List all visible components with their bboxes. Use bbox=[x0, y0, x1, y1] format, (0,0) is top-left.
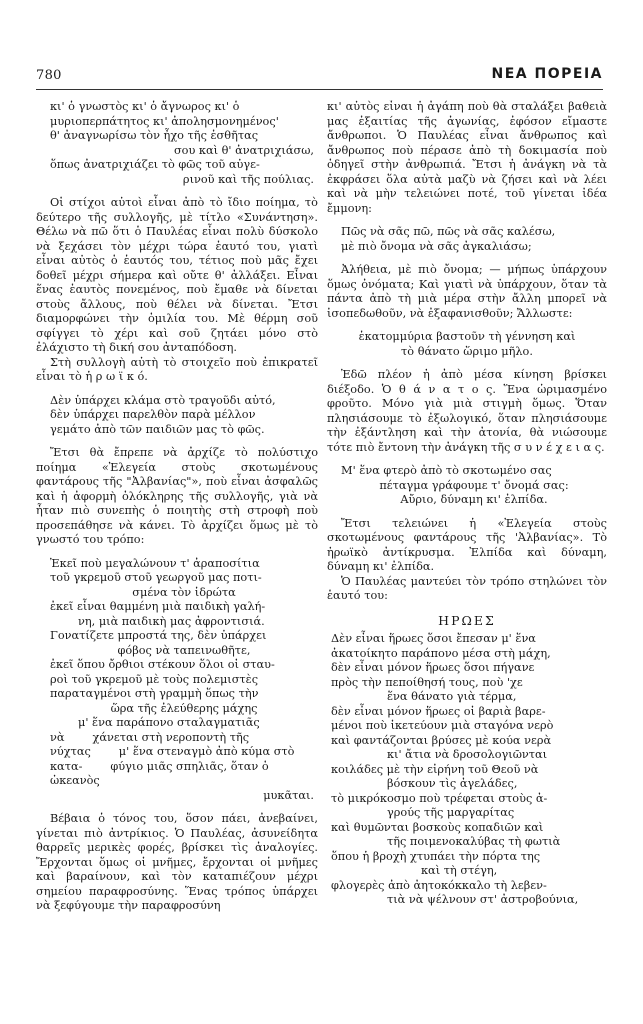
body-paragraph: κι' αὐτὸς εἶναι ἡ ἀγάπη ποὺ θὰ σταλάξει βαθειὰ μας ἐξαιτίας τῆς ἀγωνίας, ἐφόσον εἴμαστε ἄνθρωποι. Ὁ Παυλέας εἶναι ἄνθρωπος καὶ ἄνθρωπος ποὺ πέρασε ἀπὸ τὴ δοκιμασία ποὺ ὁδηγεῖ στὴν ἀνθρωπιά. Ἔτσι ἡ ἀνάγκη νὰ τὰ ἐκφράσει ὅλα αὐτὰ μαζὺ νὰ ζήσει καὶ νὰ λέει καὶ νὰ μὴν τελειώνει ποτέ, τοῦ γίνεται ἰδέα ἔμμονη: bbox=[327, 100, 607, 215]
poem-excerpt bbox=[50, 100, 318, 187]
poem-line: Δὲν ὑπάρχει κλάμα στὸ τραγοῦδι αὐτό, bbox=[50, 393, 276, 407]
body-paragraph: Ἔτσι θὰ ἔπρεπε νὰ ἀρχίζε τὸ πολύστιχο ποίημα «Ἐλεγεία στοὺς σκοτωμένους φαντάρους τῆς "Ἀλβανίας"», ποὺ εἶναι ἀσφαλῶς καὶ ἡ ἀφορμὴ ὁλόκληρης τῆς συλλογῆς, γιὰ νὰ ἦταν πιὸ συνεπὴς ὁ ποιητὴς στὴ στροφὴ ποὺ προσεπάθησε νὰ κάνει. Τὸ ἀρχίζει ὅμως μὲ τὸ γνωστό του τρόπο: bbox=[36, 446, 318, 546]
poem-line: πέταγμα γράφουμε τ' ὄνομά σας: bbox=[379, 478, 569, 492]
poem-excerpt bbox=[341, 464, 607, 508]
poem-line: καὶ θυμῶνται βοσκοὺς κοπαδιῶν καὶ bbox=[331, 820, 544, 834]
journal-title: ΝΕΑ ΠΟΡΕΙΑ bbox=[491, 66, 603, 82]
body-paragraph: Οἱ στίχοι αὐτοὶ εἶναι ἀπὸ τὸ ἴδιο ποίημα, τὸ δεύτερο τῆς συλλογῆς, μὲ τίτλο «Συνάντηση». Θέλω νὰ πῶ ὅτι ὁ Παυλέας εἶναι πολὺ δύσκολο νὰ ξεχάσει τὸν μέχρι τώρα ἑαυτό του, γιατὶ εἶναι αὐτὸς ὁ ἑαυτός του, τέτιος ποὺ μᾶς ἔχει δοθεῖ μέχρι σήμερα καὶ οὔτε θ' ἀλλάξει. Εἶναι ἕνας ἑαυτὸς πονεμένος, ποὺ ἔμαθε νὰ δίνεται στοὺς ἄλλους, ποὺ θέλει νὰ δίνεται. Ἔτσι διαμορφώνει τὴν ὁμιλία του. Μὲ θέρμη σοῦ σφίγγει τὸ χέρι καὶ σοῦ ζητάει μόνο στὸ ἐλάχιστο τὴ δική σου ἀνταπόδοση. bbox=[36, 196, 318, 354]
right-column bbox=[327, 100, 607, 1015]
poem-line: ὅπως ἀνατριχιάζει τὸ φῶς τοῦ αὐγε- bbox=[50, 158, 260, 171]
poem-line: γεμάτο ἀπὸ τῶν παιδιῶν μας τὸ φῶς. bbox=[50, 422, 265, 436]
body-paragraph: Ἔτσι τελειώνει ἡ «Ἐλεγεία στοὺς σκοτωμένους φαντάρους τῆς 'Ἀλβανίας». Τὸ ἡρωϊκὸ ἀντίκρυσμα. Ἐλπίδα καὶ δύναμη, δύναμη κι' ἐλπίδα. bbox=[327, 516, 607, 573]
poem-line: μὲ πιὸ ὄνομα νὰ σᾶς ἀγκαλιάσω; bbox=[341, 239, 532, 253]
poem-excerpt bbox=[341, 225, 607, 254]
poem-excerpt bbox=[50, 557, 318, 804]
poem-excerpt bbox=[331, 632, 607, 908]
header-rule bbox=[36, 89, 603, 90]
poem-line: φύγιο μιᾶς σπηλιᾶς, ὅταν ὁ ὠκεανὸς bbox=[50, 759, 269, 787]
poem-line: φόβος νὰ ταπεινωθῆτε, bbox=[117, 643, 251, 657]
poem-line: ρινοῦ καὶ τῆς πούλιας. bbox=[182, 172, 314, 186]
poem-line: δὲν ὑπάρχει παρελθὸν παρὰ μέλλον bbox=[50, 408, 256, 421]
body-paragraph: Στὴ συλλογὴ αὐτὴ τὸ στοιχεῖο ποὺ ἐπικρατεῖ εἶναι τὸ ἡ ρ ω ϊ κ ό. bbox=[36, 355, 318, 383]
poem-line: Πῶς νὰ σᾶς πῶ, πῶς νὰ σᾶς καλέσω, bbox=[341, 225, 556, 238]
poem-line: Δὲν εἶναι ἥρωες ὅσοι ἔπεσαν μ' ἕνα bbox=[331, 632, 536, 645]
poem-line: νη, μιὰ παιδικὴ μας ἀφροντισιά. bbox=[78, 614, 265, 628]
poem-line: ροὶ τοῦ γκρεμοῦ μὲ τοὺς πολεμιστὲς bbox=[50, 672, 259, 686]
poem-line: πρὸς τὴν πεποίθησή τους, ποὺ 'χε bbox=[331, 675, 523, 689]
poem-heading: ΗΡΩΕΣ bbox=[438, 612, 496, 628]
poem-line: τιὰ νὰ ψέλνουν στ' ἀστροβούνια, bbox=[387, 893, 579, 906]
poem-line: τὸ θάνατο ὥριμο μῆλο. bbox=[401, 344, 533, 358]
poem-excerpt bbox=[50, 394, 318, 438]
poem-line: δὲν εἶναι μόνον ἥρωες ὅσοι πήγανε bbox=[331, 661, 535, 674]
poem-line: τῆς ποιμενοκαλύβας τὴ φωτιὰ bbox=[387, 835, 561, 848]
body-paragraph: Ἀλήθεια, μὲ πιὸ ὄνομα; — μήπως ὑπάρχουν ὅμως ὀνόματα; Καὶ γιατὶ νὰ ὑπάρχουν, ὅταν τὰ πάντα ἀπὸ τὴ μιὰ μέρα στὴν ἄλλη μπορεῖ νὰ ἰσοπεδωθοῦν, νὰ ἐξαφανισθοῦν; Ἄλλωστε: bbox=[327, 263, 607, 320]
poem-line: μυκᾶται. bbox=[263, 788, 314, 802]
poem-line: γρούς τῆς μαργαρίτας bbox=[387, 806, 515, 819]
poem-line: σμένα τὸν ἱδρώτα bbox=[132, 585, 236, 599]
poem-excerpt bbox=[327, 330, 607, 359]
poem-line: κι' ἄτια νὰ δροσολογιῶνται bbox=[387, 748, 548, 761]
poem-line: θ' ἀναγνωρίσω τὸν ἦχο τῆς ἐσθῆτας bbox=[50, 129, 259, 142]
poem-line: φλογερὲς ἀπὸ ἀητοκόκκαλο τὴ λεβεν- bbox=[331, 878, 547, 892]
poem-line: ὅπου ἡ βροχὴ χτυπάει τὴν πόρτα της bbox=[331, 849, 541, 863]
poem-line: Μ' ἕνα φτερὸ ἀπὸ τὸ σκοτωμένο σας bbox=[341, 464, 552, 477]
poem-line: μένοι ποὺ ἱκετεύουν μιὰ σταγόνα νερὸ bbox=[331, 719, 554, 732]
left-column bbox=[36, 100, 318, 1015]
poem-line: σου καὶ θ' ἀνατριχιάσω, bbox=[173, 143, 314, 157]
poem-line: κι' ὁ γνωστὸς κι' ὁ ἄγνωρος κι' ὁ bbox=[50, 100, 240, 113]
poem-line: παραταγμένοι στὴ γραμμὴ ὅπως τὴν bbox=[50, 687, 259, 700]
body-paragraph: Βέβαια ὁ τόνος του, ὅσον πάει, ἀνεβαίνει, γίνεται πιὸ ἀντρίκιος. Ὁ Παυλέας, ἀσυνείδητα θαρρεῖς μερικὲς φορές, βρίσκει τὶς ἀναλογίες. Ἔρχονται ὅμως οἱ μνῆμες, ἔρχονται οἱ μνῆμες καὶ βαραίνουν, καὶ τὸν καταπιέζουν μέχρι σημείου παραφροσύνης. Ἕνας τρόπος ὑπάρχει νὰ ξεφύγουμε τὴν παραφροσύνη bbox=[36, 812, 318, 912]
poem-line: Ἐκεῖ ποὺ μεγαλώνουν τ' ἀραποσίτια bbox=[50, 556, 260, 570]
poem-line: ἀκατοίκητο παράπονο μέσα στὴ μάχη, bbox=[331, 646, 551, 660]
poem-line: ἐκεῖ ὅπου ὄρθιοι στέκουν ὅλοι οἱ σταυ- bbox=[50, 658, 275, 671]
poem-line: βόσκουν τὶς ἀγελάδες, bbox=[387, 777, 518, 790]
poem-line: Γονατίζετε μπροστά της, δὲν ὑπάρχει bbox=[50, 629, 267, 642]
poem-line: ἕνα θάνατο γιὰ τέρμα, bbox=[387, 690, 517, 703]
poem-line: Αὔριο, δύναμη κι' ἐλπίδα. bbox=[400, 493, 548, 506]
poem-line: τοῦ γκρεμοῦ στοῦ γεωργοῦ μας ποτι- bbox=[50, 571, 262, 584]
poem-line: μ' ἕνα στεναγμὸ ἀπὸ κύμα στὸ κατα- bbox=[50, 745, 295, 773]
poem-line: ἐκεῖ εἶναι θαμμένη μιὰ παιδικὴ γαλή- bbox=[50, 600, 266, 613]
page-number: 780 bbox=[36, 68, 62, 83]
poem-line: δὲν εἶναι μόνον ἥρωες οἱ βαριὰ βαρε- bbox=[331, 704, 546, 718]
body-paragraph: Ὁ Παυλέας μαντεύει τὸν τρόπο στηλώνει τὸν ἑαυτό του: bbox=[327, 574, 607, 602]
poem-line: μυριοπερπάτητος κι' ἀπολησμονημένος' bbox=[50, 114, 279, 128]
poem-line: χάνεται στὴ νεροποντὴ τῆς νύχτας bbox=[50, 730, 250, 758]
poem-line: καὶ τὴ στέγη, bbox=[421, 864, 498, 877]
poem-line: μ' ἕνα παράπονο σταλαγματιᾶς νὰ bbox=[50, 716, 260, 744]
poem-line: τὸ μικρόκοσμο ποὺ τρέφεται στοὺς ἀ- bbox=[331, 791, 548, 805]
body-paragraph: Ἐδῶ πλέον ἡ ἀπὸ μέσα κίνηση βρίσκει διέξοδο. Ὁ θ ά ν α τ ο ς. Ἕνα ὡριμασμένο φροῦτο. Μόνο γιὰ μιὰ στιγμὴ ὅμως. Ὅταν πλησιάσουμε τὸ ἐξωλογικό, ὅταν πλησιάσουμε τὴν ἐξάντληση καὶ τὴν ἀτονία, θὰ νιώσουμε τότε πιὸ ἔντονη τὴν ἀνάγκη τῆς σ υ ν έ χ ε ι α ς. bbox=[327, 368, 607, 454]
poem-line: ἑκατομμύρια βαστοῦν τὴ γέννηση καὶ bbox=[358, 330, 576, 343]
poem-line: καὶ φαντάζονται βρύσες μὲ κούα νερὰ bbox=[331, 733, 552, 747]
poem-line: κοιλάδες μὲ τὴν εἰρήνη τοῦ Θεοῦ νὰ bbox=[331, 762, 539, 776]
poem-line: ὥρα τῆς ἐλεύθερης μάχης bbox=[110, 701, 258, 715]
